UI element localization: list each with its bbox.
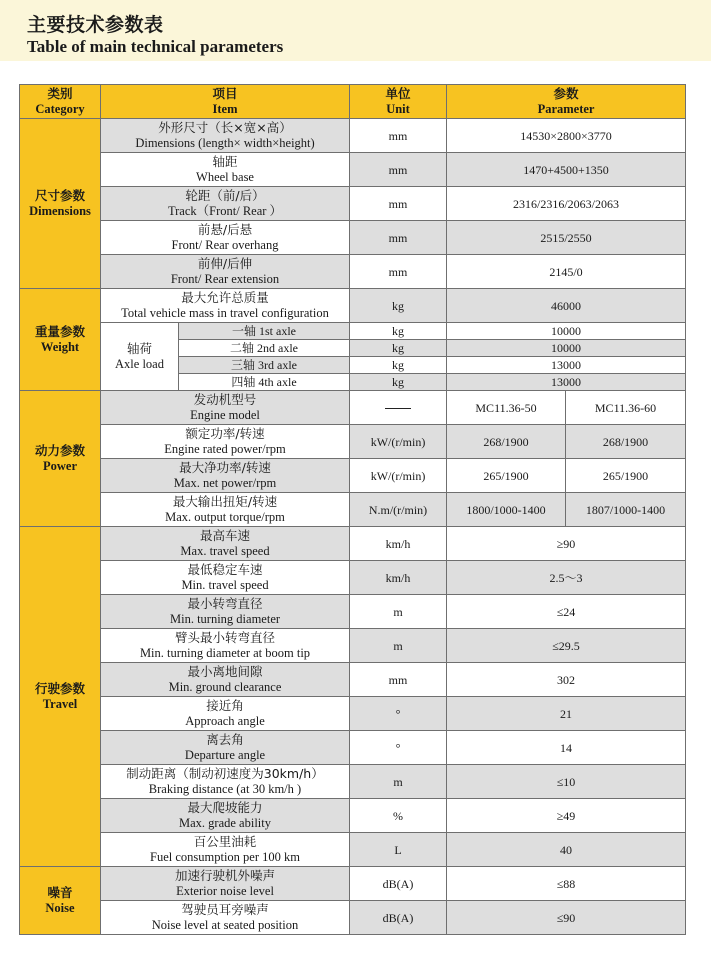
item-cell: 外形尺寸（长×宽×高） Dimensions (length× width×height) — [101, 119, 350, 153]
table-row — [20, 391, 686, 425]
value-cell: 2.5～3 — [447, 561, 686, 595]
table-row — [20, 629, 686, 663]
unit-cell: mm — [350, 221, 447, 255]
table-row — [20, 187, 686, 221]
category-dimensions: 尺寸参数 Dimensions — [20, 119, 101, 289]
table-row — [20, 527, 686, 561]
value-cell: 268/1900 — [566, 425, 686, 459]
item-cell: 百公里油耗 Fuel consumption per 100 km — [101, 833, 350, 867]
value-cell: 265/1900 — [566, 459, 686, 493]
item-cell: 一轴 1st axle — [179, 323, 350, 340]
header-unit: 单位 Unit — [350, 85, 447, 119]
value-cell: 1800/1000-1400 — [447, 493, 566, 527]
unit-cell — [350, 391, 447, 425]
header-parameter: 参数 Parameter — [447, 85, 686, 119]
value-cell: ≤88 — [447, 867, 686, 901]
item-cell: 发动机型号 Engine model — [101, 391, 350, 425]
item-cell: 轴距 Wheel base — [101, 153, 350, 187]
unit-cell: mm — [350, 663, 447, 697]
table-row — [20, 765, 686, 799]
value-cell: 265/1900 — [447, 459, 566, 493]
unit-cell: kW/(r/min) — [350, 459, 447, 493]
value-cell: 13000 — [447, 374, 686, 391]
unit-cell: ° — [350, 697, 447, 731]
value-cell: 2316/2316/2063/2063 — [447, 187, 686, 221]
item-cell: 接近角 Approach angle — [101, 697, 350, 731]
unit-cell: dB(A) — [350, 901, 447, 935]
item-cell: 四轴 4th axle — [179, 374, 350, 391]
value-cell: 14 — [447, 731, 686, 765]
table-row — [20, 901, 686, 935]
unit-cell: L — [350, 833, 447, 867]
item-cell: 最小离地间隙 Min. ground clearance — [101, 663, 350, 697]
value-cell: 268/1900 — [447, 425, 566, 459]
table-row — [20, 425, 686, 459]
unit-cell: % — [350, 799, 447, 833]
unit-cell: kg — [350, 357, 447, 374]
title-band — [0, 0, 711, 61]
table-row — [20, 833, 686, 867]
value-cell: ≤90 — [447, 901, 686, 935]
unit-cell: km/h — [350, 527, 447, 561]
unit-cell: dB(A) — [350, 867, 447, 901]
unit-cell: kW/(r/min) — [350, 425, 447, 459]
table-row — [20, 867, 686, 901]
value-cell: 10000 — [447, 340, 686, 357]
unit-cell: ° — [350, 731, 447, 765]
table-row — [20, 119, 686, 153]
table-row — [20, 663, 686, 697]
item-cell: 最高车速 Max. travel speed — [101, 527, 350, 561]
value-cell: 2145/0 — [447, 255, 686, 289]
item-cell: 二轴 2nd axle — [179, 340, 350, 357]
value-cell: MC11.36-60 — [566, 391, 686, 425]
item-cell: 最大爬坡能力 Max. grade ability — [101, 799, 350, 833]
value-cell: 1470+4500+1350 — [447, 153, 686, 187]
value-cell: ≥90 — [447, 527, 686, 561]
header-item: 项目 Item — [101, 85, 350, 119]
value-cell: 46000 — [447, 289, 686, 323]
unit-cell: m — [350, 595, 447, 629]
value-cell: 1807/1000-1400 — [566, 493, 686, 527]
value-cell: 40 — [447, 833, 686, 867]
unit-cell: N.m/(r/min) — [350, 493, 447, 527]
item-cell: 最大净功率/转速 Max. net power/rpm — [101, 459, 350, 493]
item-cell: 前悬/后悬 Front/ Rear overhang — [101, 221, 350, 255]
item-cell: 臂头最小转弯直径 Min. turning diameter at boom tip — [101, 629, 350, 663]
table-row — [20, 493, 686, 527]
item-cell: 离去角 Departure angle — [101, 731, 350, 765]
value-cell: 2515/2550 — [447, 221, 686, 255]
table-row — [20, 289, 686, 323]
unit-cell: m — [350, 765, 447, 799]
item-cell: 轮距（前/后） Track（Front/ Rear ） — [101, 187, 350, 221]
table-row — [20, 153, 686, 187]
table-row — [20, 799, 686, 833]
table-row — [20, 731, 686, 765]
parameters-table — [19, 84, 686, 935]
table-row — [20, 561, 686, 595]
unit-cell: kg — [350, 374, 447, 391]
value-cell: ≤29.5 — [447, 629, 686, 663]
unit-cell: kg — [350, 289, 447, 323]
item-cell: 制动距离（制动初速度为30km/h） Braking distance (at 30 km/h ) — [101, 765, 350, 799]
table-header-row — [20, 85, 686, 119]
item-cell: 三轴 3rd axle — [179, 357, 350, 374]
value-cell: ≥49 — [447, 799, 686, 833]
unit-cell: mm — [350, 255, 447, 289]
value-cell: MC11.36-50 — [447, 391, 566, 425]
table-row — [20, 255, 686, 289]
value-cell: 10000 — [447, 323, 686, 340]
unit-cell: mm — [350, 187, 447, 221]
page-title-cn: 主要技术参数表 — [27, 14, 164, 36]
value-cell: 14530×2800×3770 — [447, 119, 686, 153]
unit-cell: mm — [350, 119, 447, 153]
item-cell: 前伸/后伸 Front/ Rear extension — [101, 255, 350, 289]
dash-mark — [385, 408, 411, 409]
unit-cell: kg — [350, 340, 447, 357]
page-title-en: Table of main technical parameters — [27, 37, 284, 56]
unit-cell: kg — [350, 323, 447, 340]
axle-load-label: 轴荷 Axle load — [101, 323, 179, 391]
category-travel: 行驶参数 Travel — [20, 527, 101, 867]
table-row — [20, 595, 686, 629]
value-cell: 302 — [447, 663, 686, 697]
item-cell: 额定功率/转速 Engine rated power/rpm — [101, 425, 350, 459]
table-row — [20, 221, 686, 255]
unit-cell: mm — [350, 153, 447, 187]
header-category: 类别 Category — [20, 85, 101, 119]
item-cell: 加速行驶机外噪声 Exterior noise level — [101, 867, 350, 901]
item-cell: 驾驶员耳旁噪声 Noise level at seated position — [101, 901, 350, 935]
unit-cell: km/h — [350, 561, 447, 595]
category-weight: 重量参数 Weight — [20, 289, 101, 391]
value-cell: ≤10 — [447, 765, 686, 799]
item-cell: 最小转弯直径 Min. turning diameter — [101, 595, 350, 629]
value-cell: ≤24 — [447, 595, 686, 629]
table-row — [20, 323, 686, 340]
item-cell: 最大输出扭矩/转速 Max. output torque/rpm — [101, 493, 350, 527]
table-row — [20, 697, 686, 731]
value-cell: 21 — [447, 697, 686, 731]
category-noise: 噪音 Noise — [20, 867, 101, 935]
unit-cell: m — [350, 629, 447, 663]
table-row — [20, 459, 686, 493]
value-cell: 13000 — [447, 357, 686, 374]
item-cell: 最大允许总质量 Total vehicle mass in travel configuration — [101, 289, 350, 323]
item-cell: 最低稳定车速 Min. travel speed — [101, 561, 350, 595]
category-power: 动力参数 Power — [20, 391, 101, 527]
